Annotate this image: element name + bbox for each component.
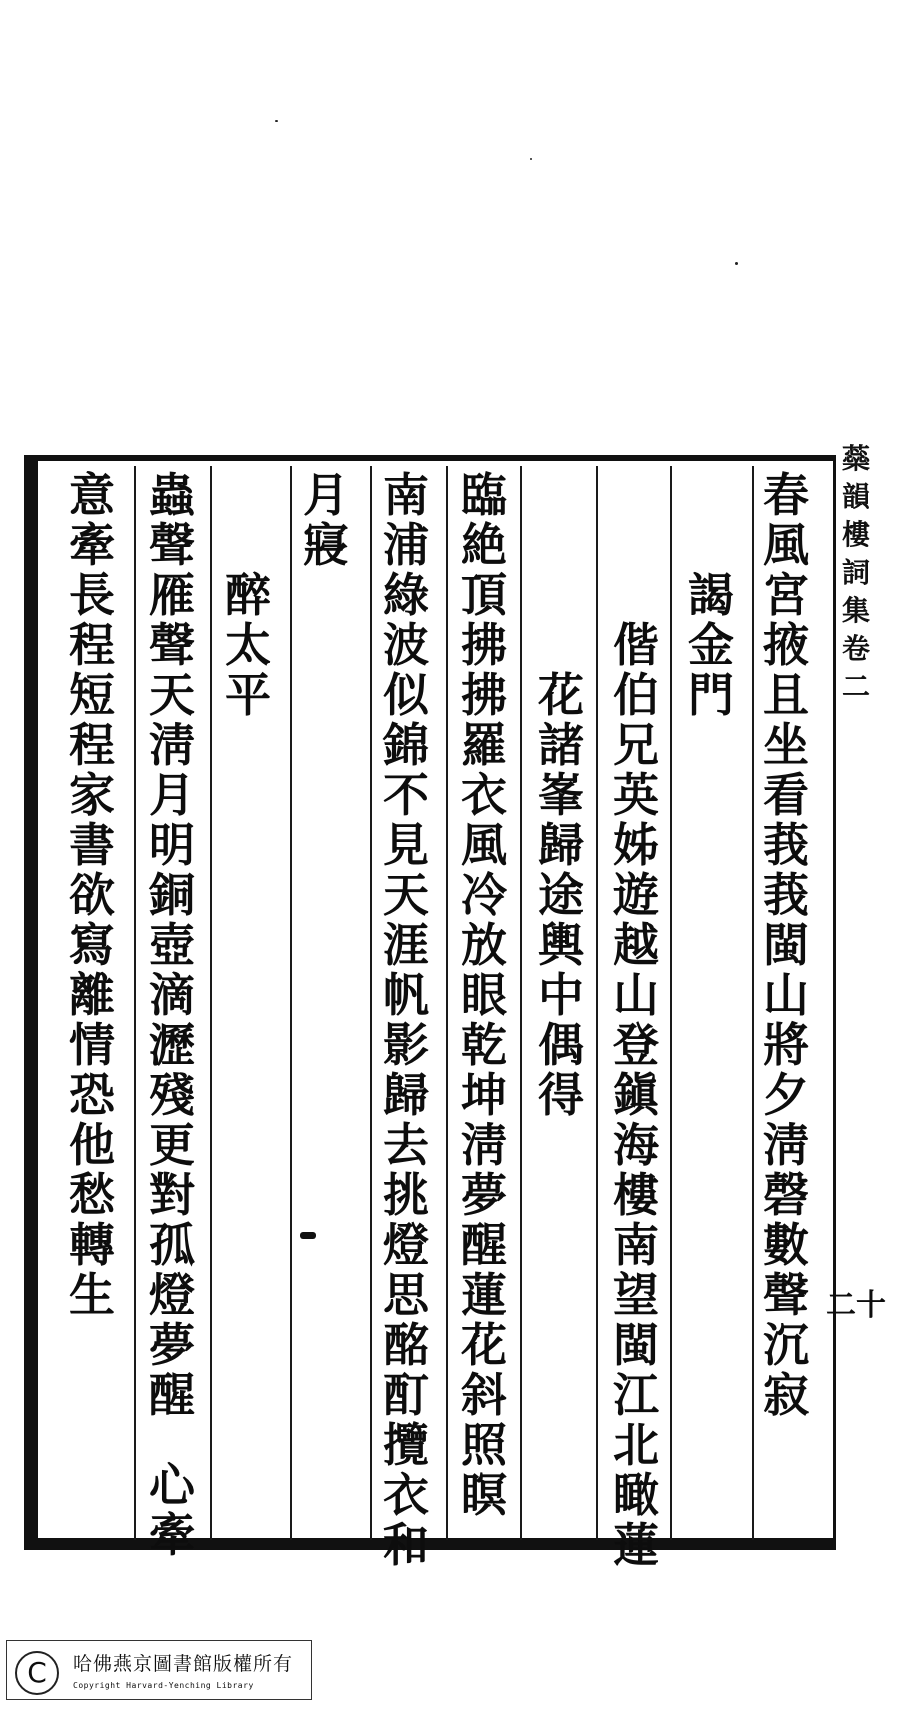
character: 淸 xyxy=(149,718,195,772)
character: 頂 xyxy=(461,568,507,622)
character: 衣 xyxy=(383,1468,429,1522)
character: 坤 xyxy=(461,1068,507,1122)
character: 登 xyxy=(613,1018,659,1072)
character: 去 xyxy=(383,1118,429,1172)
character: 伯 xyxy=(613,668,659,722)
character: 他 xyxy=(69,1118,115,1172)
character: 醒 xyxy=(461,1218,507,1272)
character: 醉 xyxy=(225,568,271,622)
column-rule xyxy=(670,466,672,1540)
text-column-10 xyxy=(66,470,118,1320)
column-rule xyxy=(290,466,292,1540)
copyright-symbol-icon: C xyxy=(15,1651,59,1695)
character: 長 xyxy=(69,568,115,622)
folio-page-number: 二十 xyxy=(826,1288,886,1323)
character: 謁 xyxy=(688,568,734,622)
character: 家 xyxy=(69,768,115,822)
character: 山 xyxy=(613,968,659,1022)
character: 海 xyxy=(613,1118,659,1172)
character: 莪 xyxy=(763,818,809,872)
character: 壺 xyxy=(149,918,195,972)
character: 閩 xyxy=(763,918,809,972)
folio-character: 韻 xyxy=(841,480,870,513)
character: 歸 xyxy=(538,818,584,872)
character: 看 xyxy=(763,768,809,822)
character: 放 xyxy=(461,918,507,972)
character: 月 xyxy=(149,768,195,822)
character: 鎭 xyxy=(613,1068,659,1122)
character: 蓮 xyxy=(613,1518,659,1572)
column-rule xyxy=(210,466,212,1540)
character: 偶 xyxy=(538,1018,584,1072)
character: 照 xyxy=(461,1418,507,1472)
character: 掖 xyxy=(763,618,809,672)
character: 春 xyxy=(763,468,809,522)
character: 臨 xyxy=(461,468,507,522)
column-rule xyxy=(520,466,522,1540)
character: 斜 xyxy=(461,1368,507,1422)
character: 山 xyxy=(763,968,809,1022)
character: 雁 xyxy=(149,568,195,622)
character: 聲 xyxy=(149,618,195,672)
character: 蓮 xyxy=(461,1268,507,1322)
character: 花 xyxy=(461,1318,507,1372)
character: 姊 xyxy=(613,818,659,872)
character: 絶 xyxy=(461,518,507,572)
character: 風 xyxy=(461,818,507,872)
character: 英 xyxy=(613,768,659,822)
character: 聲 xyxy=(763,1268,809,1322)
character: 寢 xyxy=(303,518,349,572)
character: 閩 xyxy=(613,1318,659,1372)
character: 情 xyxy=(69,1018,115,1072)
character: 越 xyxy=(613,918,659,972)
character: 且 xyxy=(763,668,809,722)
text-column-5 xyxy=(458,470,510,1520)
character: 天 xyxy=(383,868,429,922)
text-column-9 xyxy=(146,470,198,1560)
character: 程 xyxy=(69,618,115,672)
character: 眼 xyxy=(461,968,507,1022)
character: 欲 xyxy=(69,868,115,922)
character: 坐 xyxy=(763,718,809,772)
character: 中 xyxy=(538,968,584,1022)
character: 歸 xyxy=(383,1068,429,1122)
character: 寫 xyxy=(69,918,115,972)
character: 宮 xyxy=(763,568,809,622)
character: 金 xyxy=(688,618,734,672)
character: 兄 xyxy=(613,718,659,772)
character: 輿 xyxy=(538,918,584,972)
text-column-6 xyxy=(380,470,432,1570)
page-border-inner xyxy=(35,463,37,1543)
text-column-2 xyxy=(685,570,737,720)
character: 衣 xyxy=(461,768,507,822)
character: 錦 xyxy=(383,718,429,772)
character: 牽 xyxy=(69,518,115,572)
character: 冷 xyxy=(461,868,507,922)
scan-speck xyxy=(735,262,738,265)
character: 夢 xyxy=(461,1168,507,1222)
character: 殘 xyxy=(149,1068,195,1122)
character: 不 xyxy=(383,768,429,822)
character: 轉 xyxy=(69,1218,115,1272)
scan-speck xyxy=(530,158,532,160)
character: 太 xyxy=(225,618,271,672)
stamp-copyright-line: Copyright Harvard-Yenching Library xyxy=(73,1681,254,1690)
column-rule xyxy=(134,466,136,1540)
folio-title xyxy=(838,440,874,706)
character: 沉 xyxy=(763,1318,809,1372)
character: 燈 xyxy=(383,1218,429,1272)
text-column-7 xyxy=(300,470,352,570)
character: 夕 xyxy=(763,1068,809,1122)
character: 瞑 xyxy=(461,1468,507,1522)
character: 涯 xyxy=(383,918,429,972)
character: 望 xyxy=(613,1268,659,1322)
character: 孤 xyxy=(149,1218,195,1272)
character: 見 xyxy=(383,818,429,872)
character: 遊 xyxy=(613,868,659,922)
character: 牽 xyxy=(149,1508,195,1562)
character: 滴 xyxy=(149,968,195,1022)
text-column-8 xyxy=(222,570,274,720)
character: 酩 xyxy=(383,1318,429,1372)
character: 月 xyxy=(303,468,349,522)
character: 拂 xyxy=(461,618,507,672)
character: 南 xyxy=(383,468,429,522)
stamp-title: 哈佛燕京圖書館版權所有 xyxy=(73,1653,294,1675)
character: 磬 xyxy=(763,1168,809,1222)
character: 挑 xyxy=(383,1168,429,1222)
column-rule xyxy=(370,466,372,1540)
character: 意 xyxy=(69,468,115,522)
character: 將 xyxy=(763,1018,809,1072)
column-rule xyxy=(446,466,448,1540)
character: 程 xyxy=(69,718,115,772)
character: 途 xyxy=(538,868,584,922)
character: 生 xyxy=(69,1268,115,1322)
character: 明 xyxy=(149,818,195,872)
character: 門 xyxy=(688,668,734,722)
character: 書 xyxy=(69,818,115,872)
character: 浦 xyxy=(383,518,429,572)
character: 似 xyxy=(383,668,429,722)
character: 南 xyxy=(613,1218,659,1272)
character: 得 xyxy=(538,1068,584,1122)
character: 天 xyxy=(149,668,195,722)
character: 淸 xyxy=(763,1118,809,1172)
character: 銅 xyxy=(149,868,195,922)
character: 瞰 xyxy=(613,1468,659,1522)
character: 莪 xyxy=(763,868,809,922)
character: 醒 xyxy=(149,1368,195,1422)
character: 心 xyxy=(149,1458,195,1512)
character: 樓 xyxy=(613,1168,659,1222)
character: 蟲 xyxy=(149,468,195,522)
character: 瀝 xyxy=(149,1018,195,1072)
character: 綠 xyxy=(383,568,429,622)
character: 波 xyxy=(383,618,429,672)
character: 對 xyxy=(149,1168,195,1222)
character: 峯 xyxy=(538,768,584,822)
character: 淸 xyxy=(461,1118,507,1172)
text-column-1 xyxy=(760,470,812,1420)
character: 和 xyxy=(383,1518,429,1572)
character: 帆 xyxy=(383,968,429,1022)
folio-character: 卷 xyxy=(841,632,870,665)
character: 影 xyxy=(383,1018,429,1072)
copyright-stamp xyxy=(6,1640,312,1700)
character: 愁 xyxy=(69,1168,115,1222)
character: 乾 xyxy=(461,1018,507,1072)
character: 數 xyxy=(763,1218,809,1272)
character: 聲 xyxy=(149,518,195,572)
character: 羅 xyxy=(461,718,507,772)
character: 花 xyxy=(538,668,584,722)
character: 離 xyxy=(69,968,115,1022)
character: 寂 xyxy=(763,1368,809,1422)
character: 拂 xyxy=(461,668,507,722)
character: 酊 xyxy=(383,1368,429,1422)
character: 諸 xyxy=(538,718,584,772)
character: 燈 xyxy=(149,1268,195,1322)
character: 更 xyxy=(149,1118,195,1172)
character: 思 xyxy=(383,1268,429,1322)
character: 夢 xyxy=(149,1318,195,1372)
ink-blot xyxy=(300,1232,316,1239)
character: 攬 xyxy=(383,1418,429,1472)
folio-character: 集 xyxy=(841,594,870,627)
text-column-4 xyxy=(535,670,587,1120)
folio-character: 樓 xyxy=(841,518,870,551)
scan-speck xyxy=(275,120,278,122)
character: 北 xyxy=(613,1418,659,1472)
column-rule xyxy=(596,466,598,1540)
column-rule xyxy=(752,466,754,1540)
character: 平 xyxy=(225,668,271,722)
folio-character: 蘂 xyxy=(841,442,870,475)
character: 江 xyxy=(613,1368,659,1422)
character: 短 xyxy=(69,668,115,722)
folio-character: 詞 xyxy=(841,556,870,589)
character: 偕 xyxy=(613,618,659,672)
character: 恐 xyxy=(69,1068,115,1122)
character: 風 xyxy=(763,518,809,572)
text-column-3 xyxy=(610,620,662,1570)
folio-character: 二 xyxy=(841,670,870,703)
